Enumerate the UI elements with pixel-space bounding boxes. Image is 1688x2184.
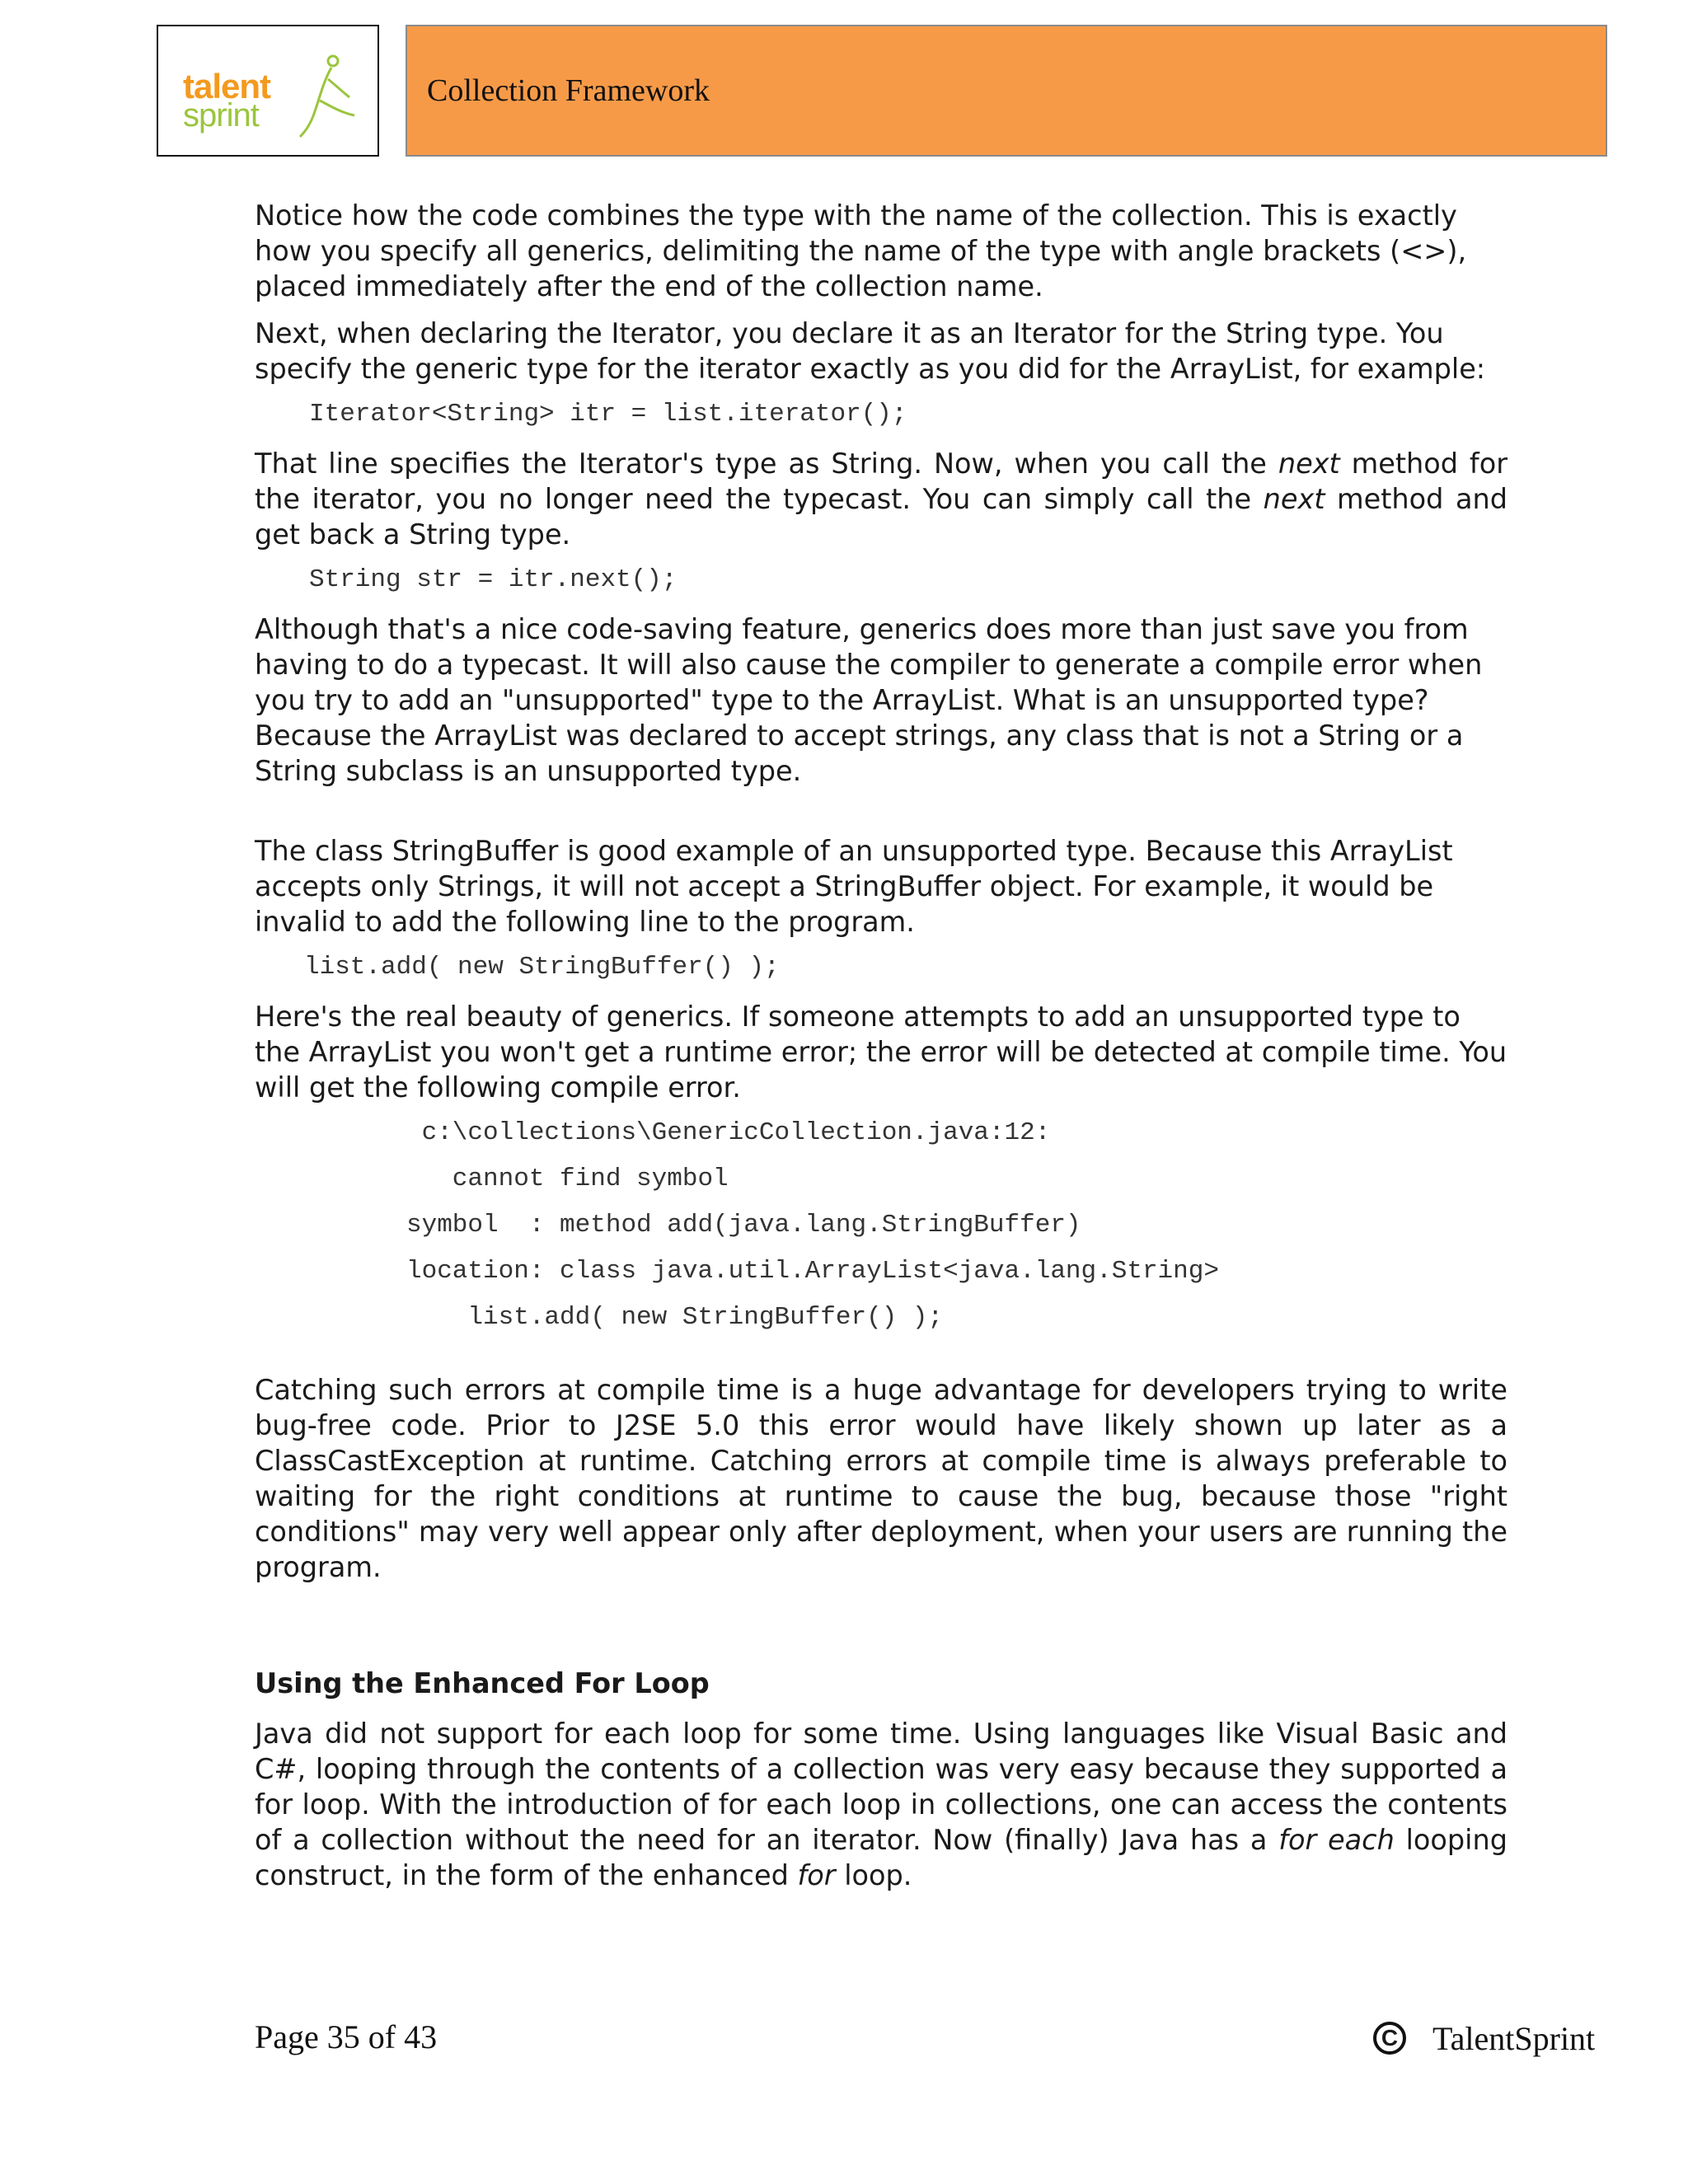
page-title: Collection Framework [427,73,710,108]
section-heading: Using the Enhanced For Loop [255,1667,710,1699]
paragraph [255,1716,1507,1893]
error-line: symbol : method add(java.lang.StringBuffer) [406,1211,1081,1240]
code-line: Iterator<String> itr = list.iterator(); [309,400,907,429]
emphasis: next [1278,448,1340,480]
runner-figure-icon [282,49,364,140]
logo-text-sprint: sprint [183,97,259,134]
copyright-icon: C [1373,2022,1406,2055]
error-line: cannot find symbol [406,1165,729,1193]
paragraph: Next, when declaring the Iterator, you declare it as an Iterator for the String type. You specify the generic type for the iterator exactly as you did for the ArrayList, for example: [255,317,1486,385]
paragraph: Notice how the code combines the type with the name of the collection. This is exactly how you specify all generics, delimiting the name of the type with angle brackets (<>), placed immediately after the end of the collection name. [255,199,1467,302]
code-line: String str = itr.next(); [309,565,678,594]
header-bar [406,25,1607,157]
paragraph: The class StringBuffer is good example of an unsupported type. Because this ArrayList accepts only Strings, it will not accept a StringBuffer object. For example, it would be invalid to add the following line to the program. [255,835,1453,938]
document-body [255,198,1507,1905]
text-run: loop. [835,1859,912,1891]
code-line: list.add( new StringBuffer() ); [304,953,780,982]
footer-copyright [1373,2018,1595,2059]
emphasis: next [1263,483,1325,515]
logo [157,25,379,157]
text-run: That line specifies the Iterator's type as String. Now, when you call the [255,448,1278,480]
paragraph: Catching such errors at compile time is a huge advantage for developers trying to write bug-free code. Prior to J2SE 5.0 this error would have likely shown up later as a ClassCastException at runtime. Catching errors at compile time is always preferable to waiting for the right conditions at runtime to cause the bug, because those "right conditions" may very well appear only after deployment, when your users are running the program. [255,1374,1507,1583]
spacer [255,800,1507,833]
error-line: location: class java.util.ArrayList<java.lang.String> [406,1257,1219,1286]
text-run: looping construct, in the form of the enhanced [255,1824,1507,1891]
paragraph [255,446,1507,552]
paragraph: Although that's a nice code-saving feature, generics does more than just save you from having to do a typecast. It will also cause the compiler to generate a compile error when you try to add an "unsupported" type to the ArrayList. What is an unsupported type? Because the ArrayList was declared to accept strings, any class that is not a String or a String subclass is an unsupported type. [255,613,1483,787]
error-line: list.add( new StringBuffer() ); [406,1303,944,1332]
logo-text-talent: talent [183,67,271,105]
spacer [255,1596,1507,1666]
text-run: method for the iterator, you no longer need the typecast. You can simply call the [255,448,1507,515]
text-run: method and get back a String type. [255,483,1507,551]
page-number: Page 35 of 43 [255,2018,438,2055]
footer-brand: TalentSprint [1432,2019,1596,2057]
text-run: Java did not support for each loop for some time. Using languages like Visual Basic and C#, looping through the contents of a collection was very easy because they supported a for loop. With the introduction of for each loop in collections, one can access the contents of a collection without the need for an iterator. Now (finally) Java has a [255,1718,1507,1856]
paragraph: Here's the real beauty of generics. If someone attempts to add an unsupported type to the ArrayList you won't get a runtime error; the error will be detected at compile time. You will get the following compile error. [255,1001,1507,1104]
emphasis: for each [1278,1824,1395,1856]
error-line: c:\collections\GenericCollection.java:12: [406,1118,1051,1147]
emphasis: for [797,1859,836,1891]
